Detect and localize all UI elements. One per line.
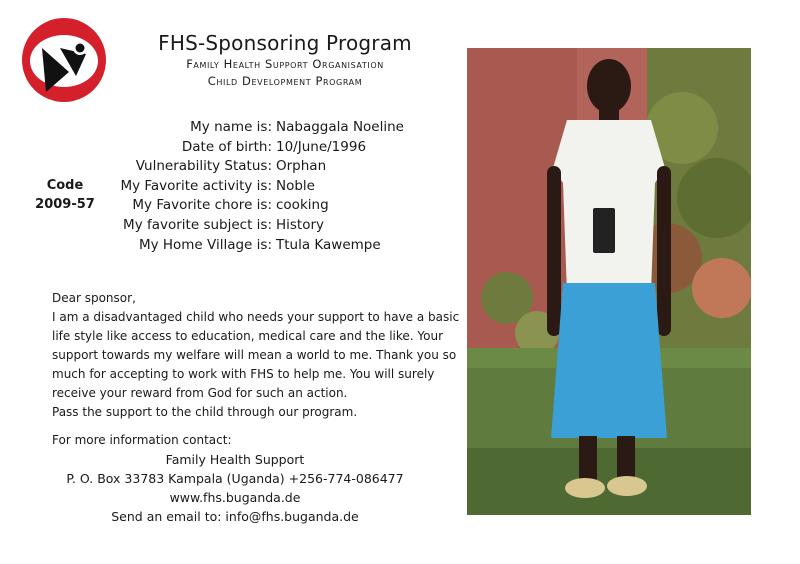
profile-row-activity <box>0 177 460 197</box>
contact-org: Family Health Support <box>165 452 305 467</box>
code-value: 2009-57 <box>35 197 95 212</box>
profile-value: Ttula Kawempe <box>276 236 381 253</box>
program-name: Child Development Program <box>207 74 363 88</box>
organisation-name: Family Health Support Organisation <box>186 57 384 71</box>
child-profile <box>0 118 460 255</box>
letter-closing: Pass the support to the child through our program. <box>52 405 358 419</box>
contact-address: P. O. Box 33783 Kampala (Uganda) +256-774-086477 <box>66 471 404 486</box>
letter-greeting: Dear sponsor, <box>52 291 136 305</box>
contact-block <box>30 450 440 526</box>
profile-label: My favorite subject is: <box>123 216 272 233</box>
contact-website[interactable]: www.fhs.buganda.de <box>169 490 301 505</box>
code-label: Code <box>46 178 84 193</box>
profile-row-status <box>0 157 460 177</box>
profile-label: My Favorite chore is: <box>132 197 272 214</box>
profile-value: Orphan <box>276 158 327 175</box>
sponsor-letter <box>52 289 460 422</box>
profile-label: Vulnerability Status: <box>135 158 272 175</box>
profile-label: My Favorite activity is: <box>120 177 272 194</box>
page-title: FHS-Sponsoring Program <box>158 31 412 55</box>
profile-label: My Home Village is: <box>138 236 272 253</box>
profile-value: cooking <box>276 197 329 214</box>
profile-value: Nabaggala Noeline <box>276 119 404 135</box>
profile-value: 10/June/1996 <box>276 138 367 155</box>
profile-row-name <box>0 118 460 138</box>
fhs-logo <box>20 16 108 104</box>
profile-label: Date of birth: <box>181 138 272 155</box>
document-header <box>130 30 440 90</box>
profile-row-village <box>0 236 460 256</box>
profile-value: Noble <box>276 177 315 194</box>
child-photo <box>467 48 751 515</box>
profile-row-chore <box>0 196 460 216</box>
contact-email[interactable]: Send an email to: info@fhs.buganda.de <box>111 509 359 524</box>
letter-body: I am a disadvantaged child who needs your support to have a basic life style like access to education, medical care and the like. Your support towards my welfare will mean a world to me. Thank you so much for accepting to work with FHS to help me. You will surely receive your reward from God for such an action. <box>52 310 460 400</box>
contact-label: For more information contact: <box>52 433 232 447</box>
profile-value: History <box>276 216 325 233</box>
profile-row-dob <box>0 138 460 158</box>
profile-label: My name is: <box>190 119 272 135</box>
profile-row-subject <box>0 216 460 236</box>
